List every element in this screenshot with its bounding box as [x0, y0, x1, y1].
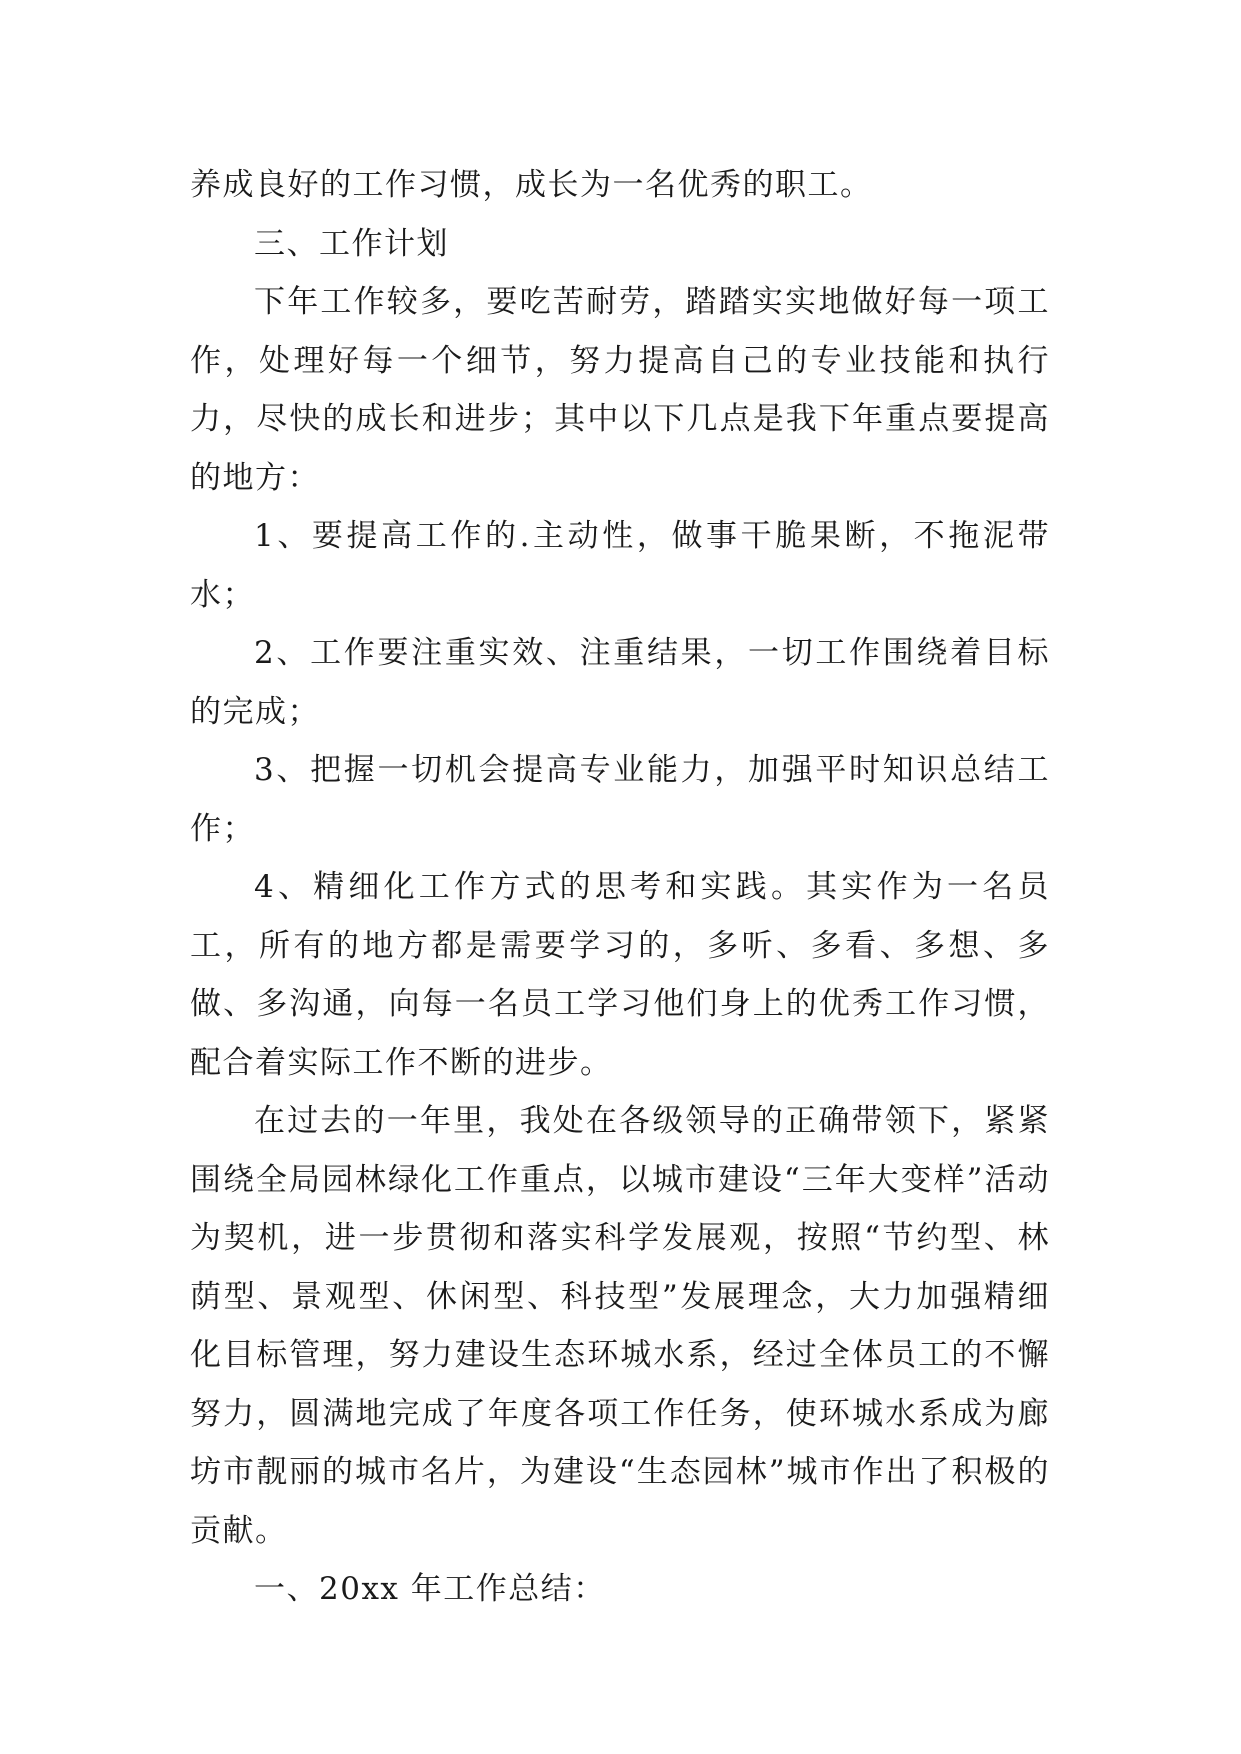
paragraph-3: 下年工作较多，要吃苦耐劳，踏踏实实地做好每一项工作，处理好每一个细节，努力提高自己的专业技能和执行力，尽快的成长和进步；其中以下几点是我下年重点要提高的地方： [190, 284, 1050, 496]
list-item-4: 4、精细化工作方式的思考和实践。其实作为一名员工，所有的地方都是需要学习的，多听、多看、多想、多做、多沟通，向每一名员工学习他们身上的优秀工作习惯，配合着实际工作不断的进步。 [190, 869, 1050, 1081]
section-heading-summary: 一、20xx 年工作总结： [254, 1571, 606, 1607]
list-item-3: 3、把握一切机会提高专业能力，加强平时知识总结工作； [190, 752, 1050, 847]
document-body [190, 156, 1050, 1619]
list-item-1: 1、要提高工作的.主动性，做事干脆果断，不拖泥带水； [190, 518, 1050, 613]
paragraph-1: 养成良好的工作习惯，成长为一名优秀的职工。 [190, 167, 873, 203]
section-heading-work-plan: 三、工作计划 [254, 225, 449, 262]
list-item-2: 2、工作要注重实效、注重结果，一切工作围绕着目标的完成； [190, 635, 1050, 730]
paragraph-8: 在过去的一年里，我处在各级领导的正确带领下，紧紧围绕全局园林绿化工作重点，以城市建设“三年大变样”活动为契机，进一步贯彻和落实科学发展观，按照“节约型、林荫型、景观型、休闲型、科技型”发展理念，大力加强精细化目标管理，努力建设生态环城水系，经过全体员工的不懈努力，圆满地完成了年度各项工作任务，使环城水系成为廊坊市靓丽的城市名片，为建设“生态园林”城市作出了积极的贡献。 [190, 1103, 1050, 1549]
